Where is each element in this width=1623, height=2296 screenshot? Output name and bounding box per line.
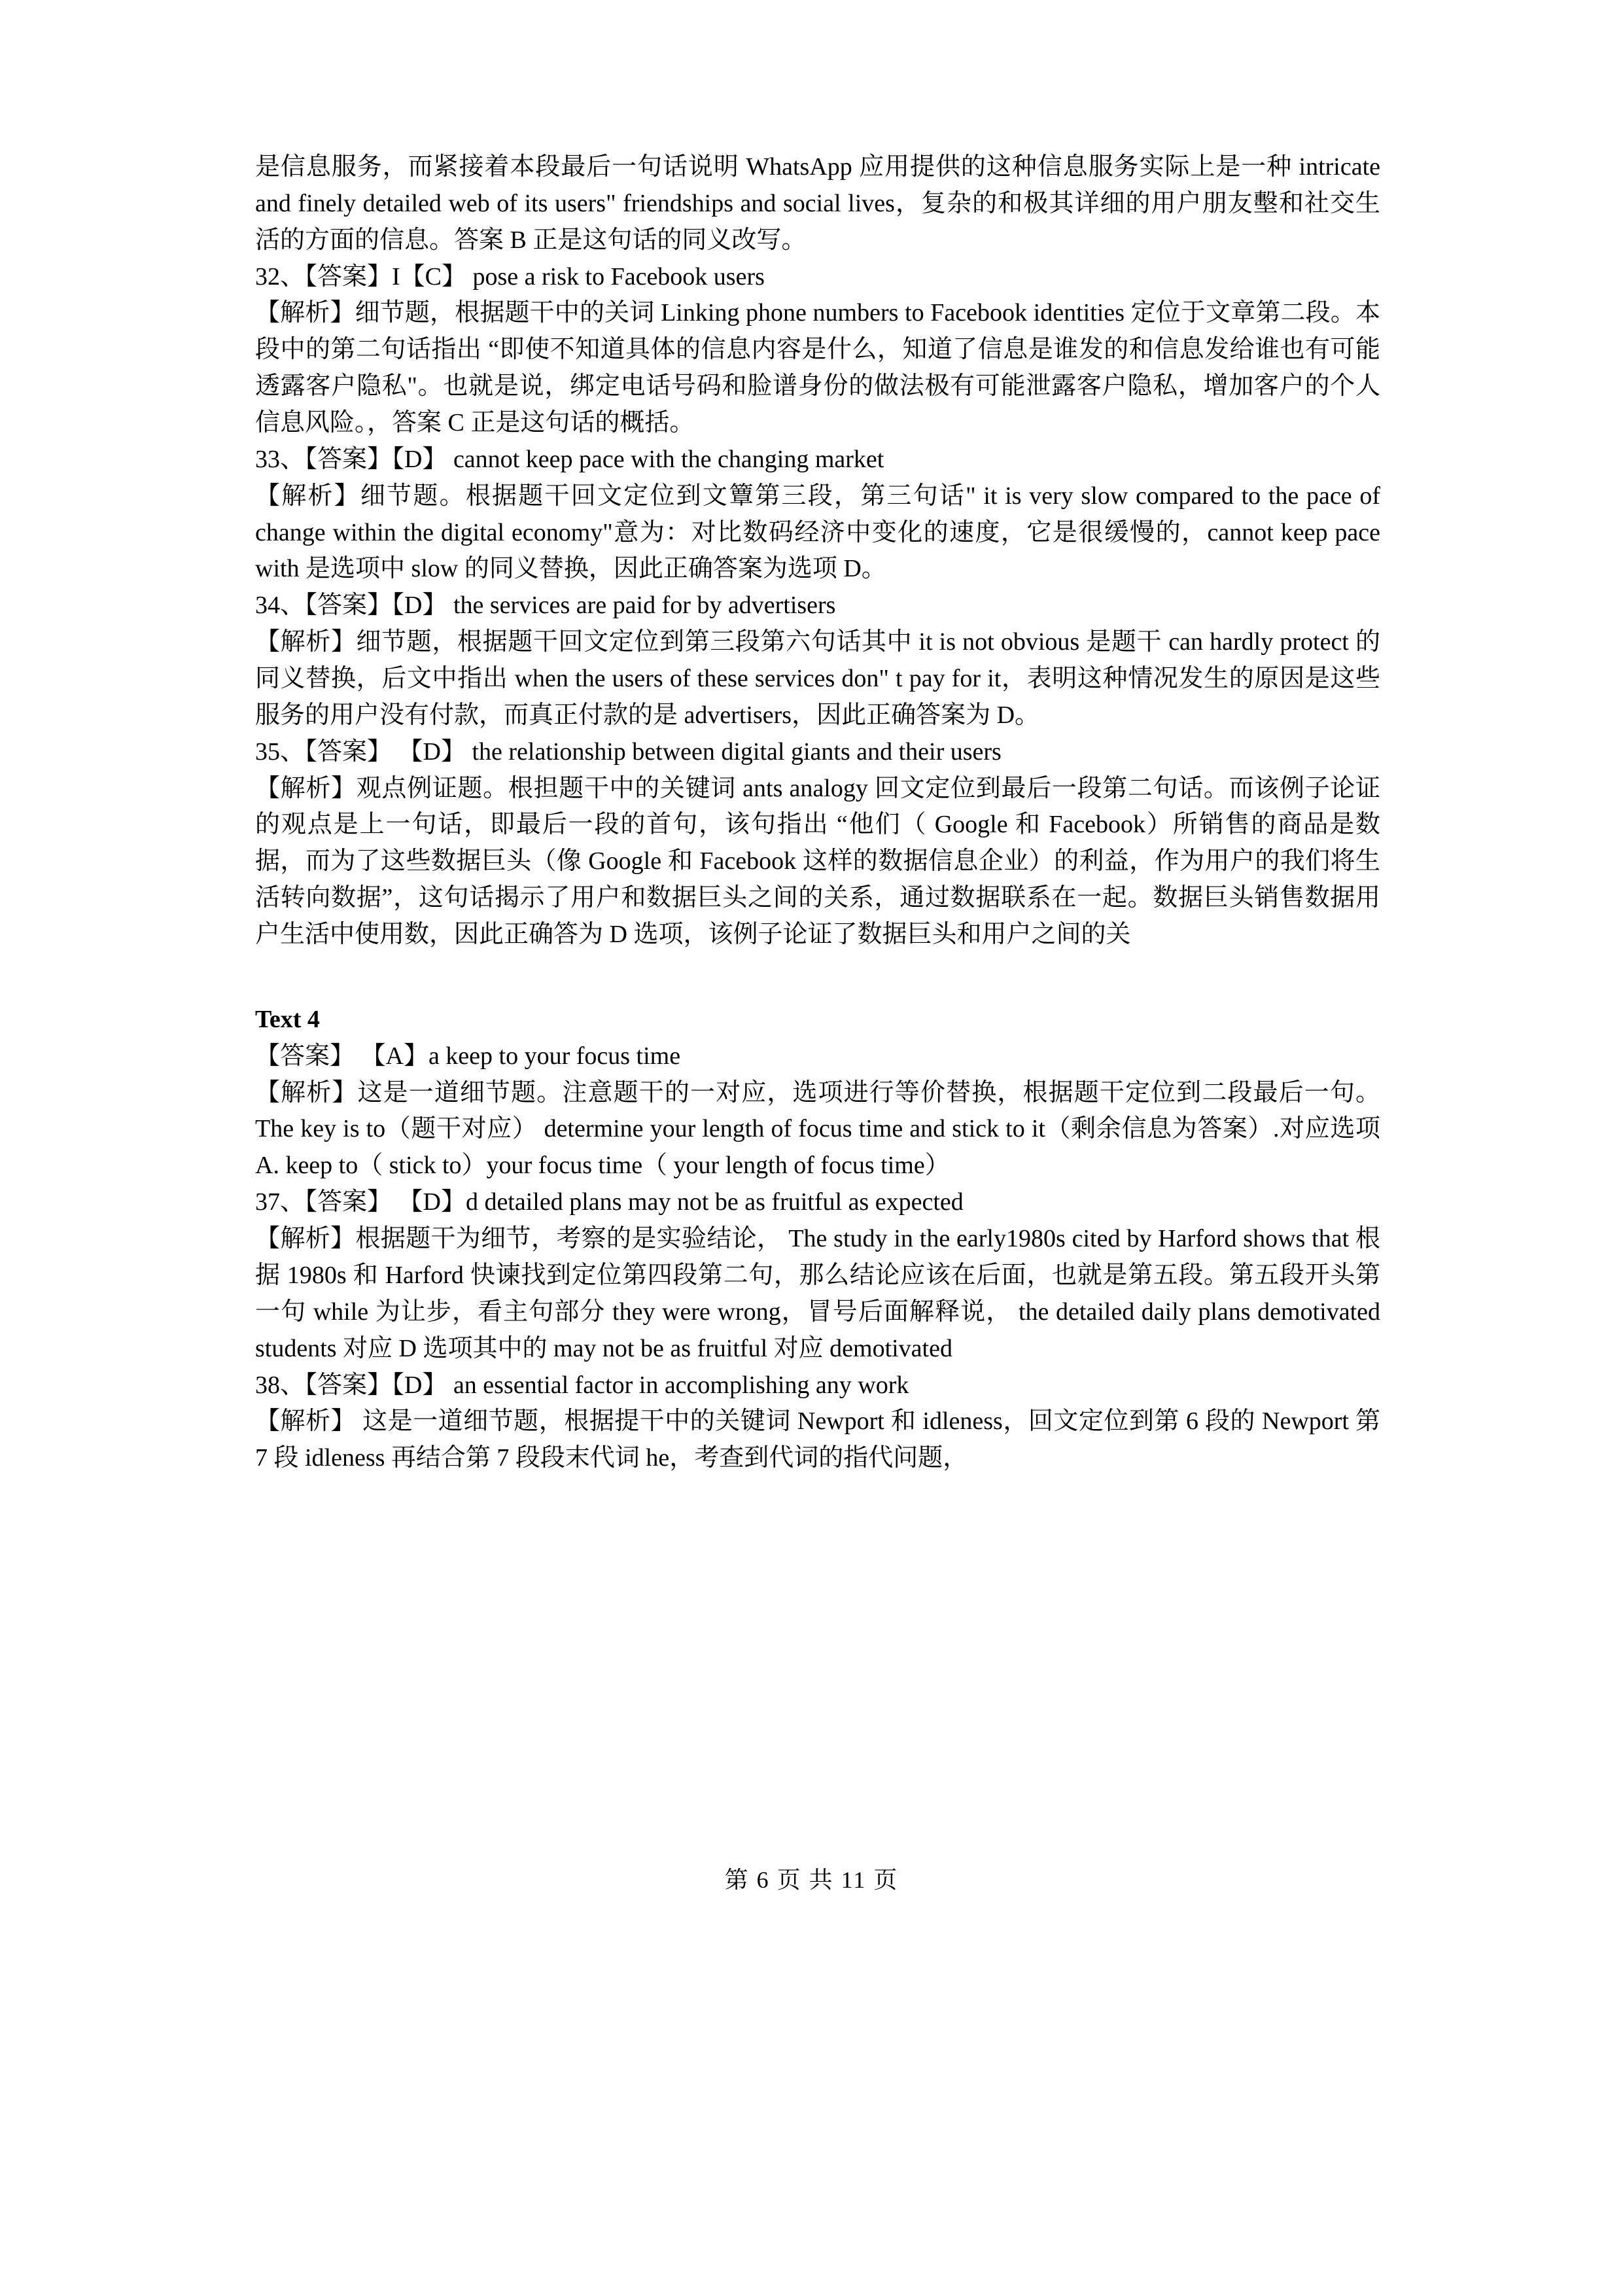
answer-line-32: 32、【答案】I【C】 pose a risk to Facebook users [255, 262, 765, 291]
answer-line-36: 【答案】 【A】a keep to your focus time [255, 1042, 681, 1070]
explanation-37: 【解析】根据题干为细节，考察的是实验结论， The study in the early1980s cited by Harford shows that 根据 1980s 和 Harford 快谏找到定位第四段第二句，那么结论应该在后面，也就是第五段。第五段开头第一句 while 为让步，看主句部分 they were wrong，冒号后面解释说， the detailed daily plans demotivated students 对应 D 选项其中的 may not be as fruitful 对应 demotivated [255, 1225, 1380, 1362]
answer-line-34: 34、【答案】【D】 the services are paid for by advertisers [255, 592, 836, 620]
paragraph-explanation-31-continued: 是信息服务，而紧接着本段最后一句话说明 WhatsApp 应用提供的这种信息服务实际上是一种 intricate and finely detailed web of its users" friendships and social lives，复杂的和极其详细的用户朋友墼和社交生活的方面的信息。答案 B 正是这句话的同义改写。 [255, 153, 1380, 254]
explanation-33: 【解析】细节题。根据题干回文定位到文簟第三段，第三句话" it is very slow compared to the pace of change within the digital economy"意为：对比数码经济中变化的速度，它是很缓慢的，cannot keep pace with 是选项中 slow 的同义替换，因此正确答案为选项 D。 [255, 482, 1380, 583]
answer-line-35: 35、【答案】 【D】 the relationship between digital giants and their users [255, 737, 1002, 766]
answer-line-33: 33、【答案】【D】 cannot keep pace with the changing market [255, 445, 884, 473]
answer-line-38: 38、【答案】【D】 an essential factor in accomplishing any work [255, 1371, 909, 1399]
answer-line-37: 37、【答案】 【D】d detailed plans may not be as fruitful as expected [255, 1188, 964, 1216]
page-content [255, 149, 1380, 1477]
explanation-35: 【解析】观点例证题。根担题干中的关键词 ants analogy 回文定位到最后一段第二句话。而该例子论证的观点是上一句话，即最后一段的首句，该句指出 “他们（ Google 和 Facebook）所销售的商品是数据，而为了这些数据巨头（像 Google 和 Facebook 这样的数据信息企业）的利益，作为用户的我们将生活转向数据”，这句话揭示了用户和数据巨头之间的关系，通过数据联系在一起。数据巨头销售数据用户生活中使用数，因此正确答为 D 选项，该例子论证了数据巨头和用户之间的关 [255, 774, 1380, 949]
explanation-36: 【解析】这是一道细节题。注意题干的一对应，选项进行等价替换，根据题干定位到二段最后一句。 The key is to（题干对应） determine your length of focus time and stick to it（剩余信息为答案）.对应选项 A. keep to（ stick to）your focus time（ your length of focus time） [255, 1078, 1380, 1180]
section-heading-text-4: Text 4 [255, 1005, 320, 1033]
explanation-32: 【解析】细节题，根据题干中的关词 Linking phone numbers to Facebook identities 定位于文章第二段。本段中的第二句话指出 “即使不知道具体的信息内容是什么，知道了信息是谁发的和信息发给谁也有可能透露客户隐私"。也就是说，绑定电话号码和脸谱身份的做法极有可能泄露客户隐私，增加客户的个人信息风险。，答案 C 正是这句话的概括。 [255, 299, 1380, 437]
page-footer: 第 6 页 共 11 页 [724, 1867, 899, 1893]
explanation-38: 【解析】 这是一道细节题，根据提干中的关键词 Newport 和 idleness，回文定位到第 6 段的 Newport 第 7 段 idleness 再结合第 7 段段末代词 he，考查到代词的指代问题， [255, 1407, 1380, 1472]
section-gap [255, 953, 1380, 1002]
explanation-34: 【解析】细节题，根据题干回文定位到第三段第六句话其中 it is not obvious 是题干 can hardly protect 的同义替换，后文中指出 when the users of these services don" t pay for it，表明这种情况发生的原因是这些服务的用户没有付款，而真正付款的是 advertisers，因此正确答案为 D。 [255, 628, 1380, 729]
